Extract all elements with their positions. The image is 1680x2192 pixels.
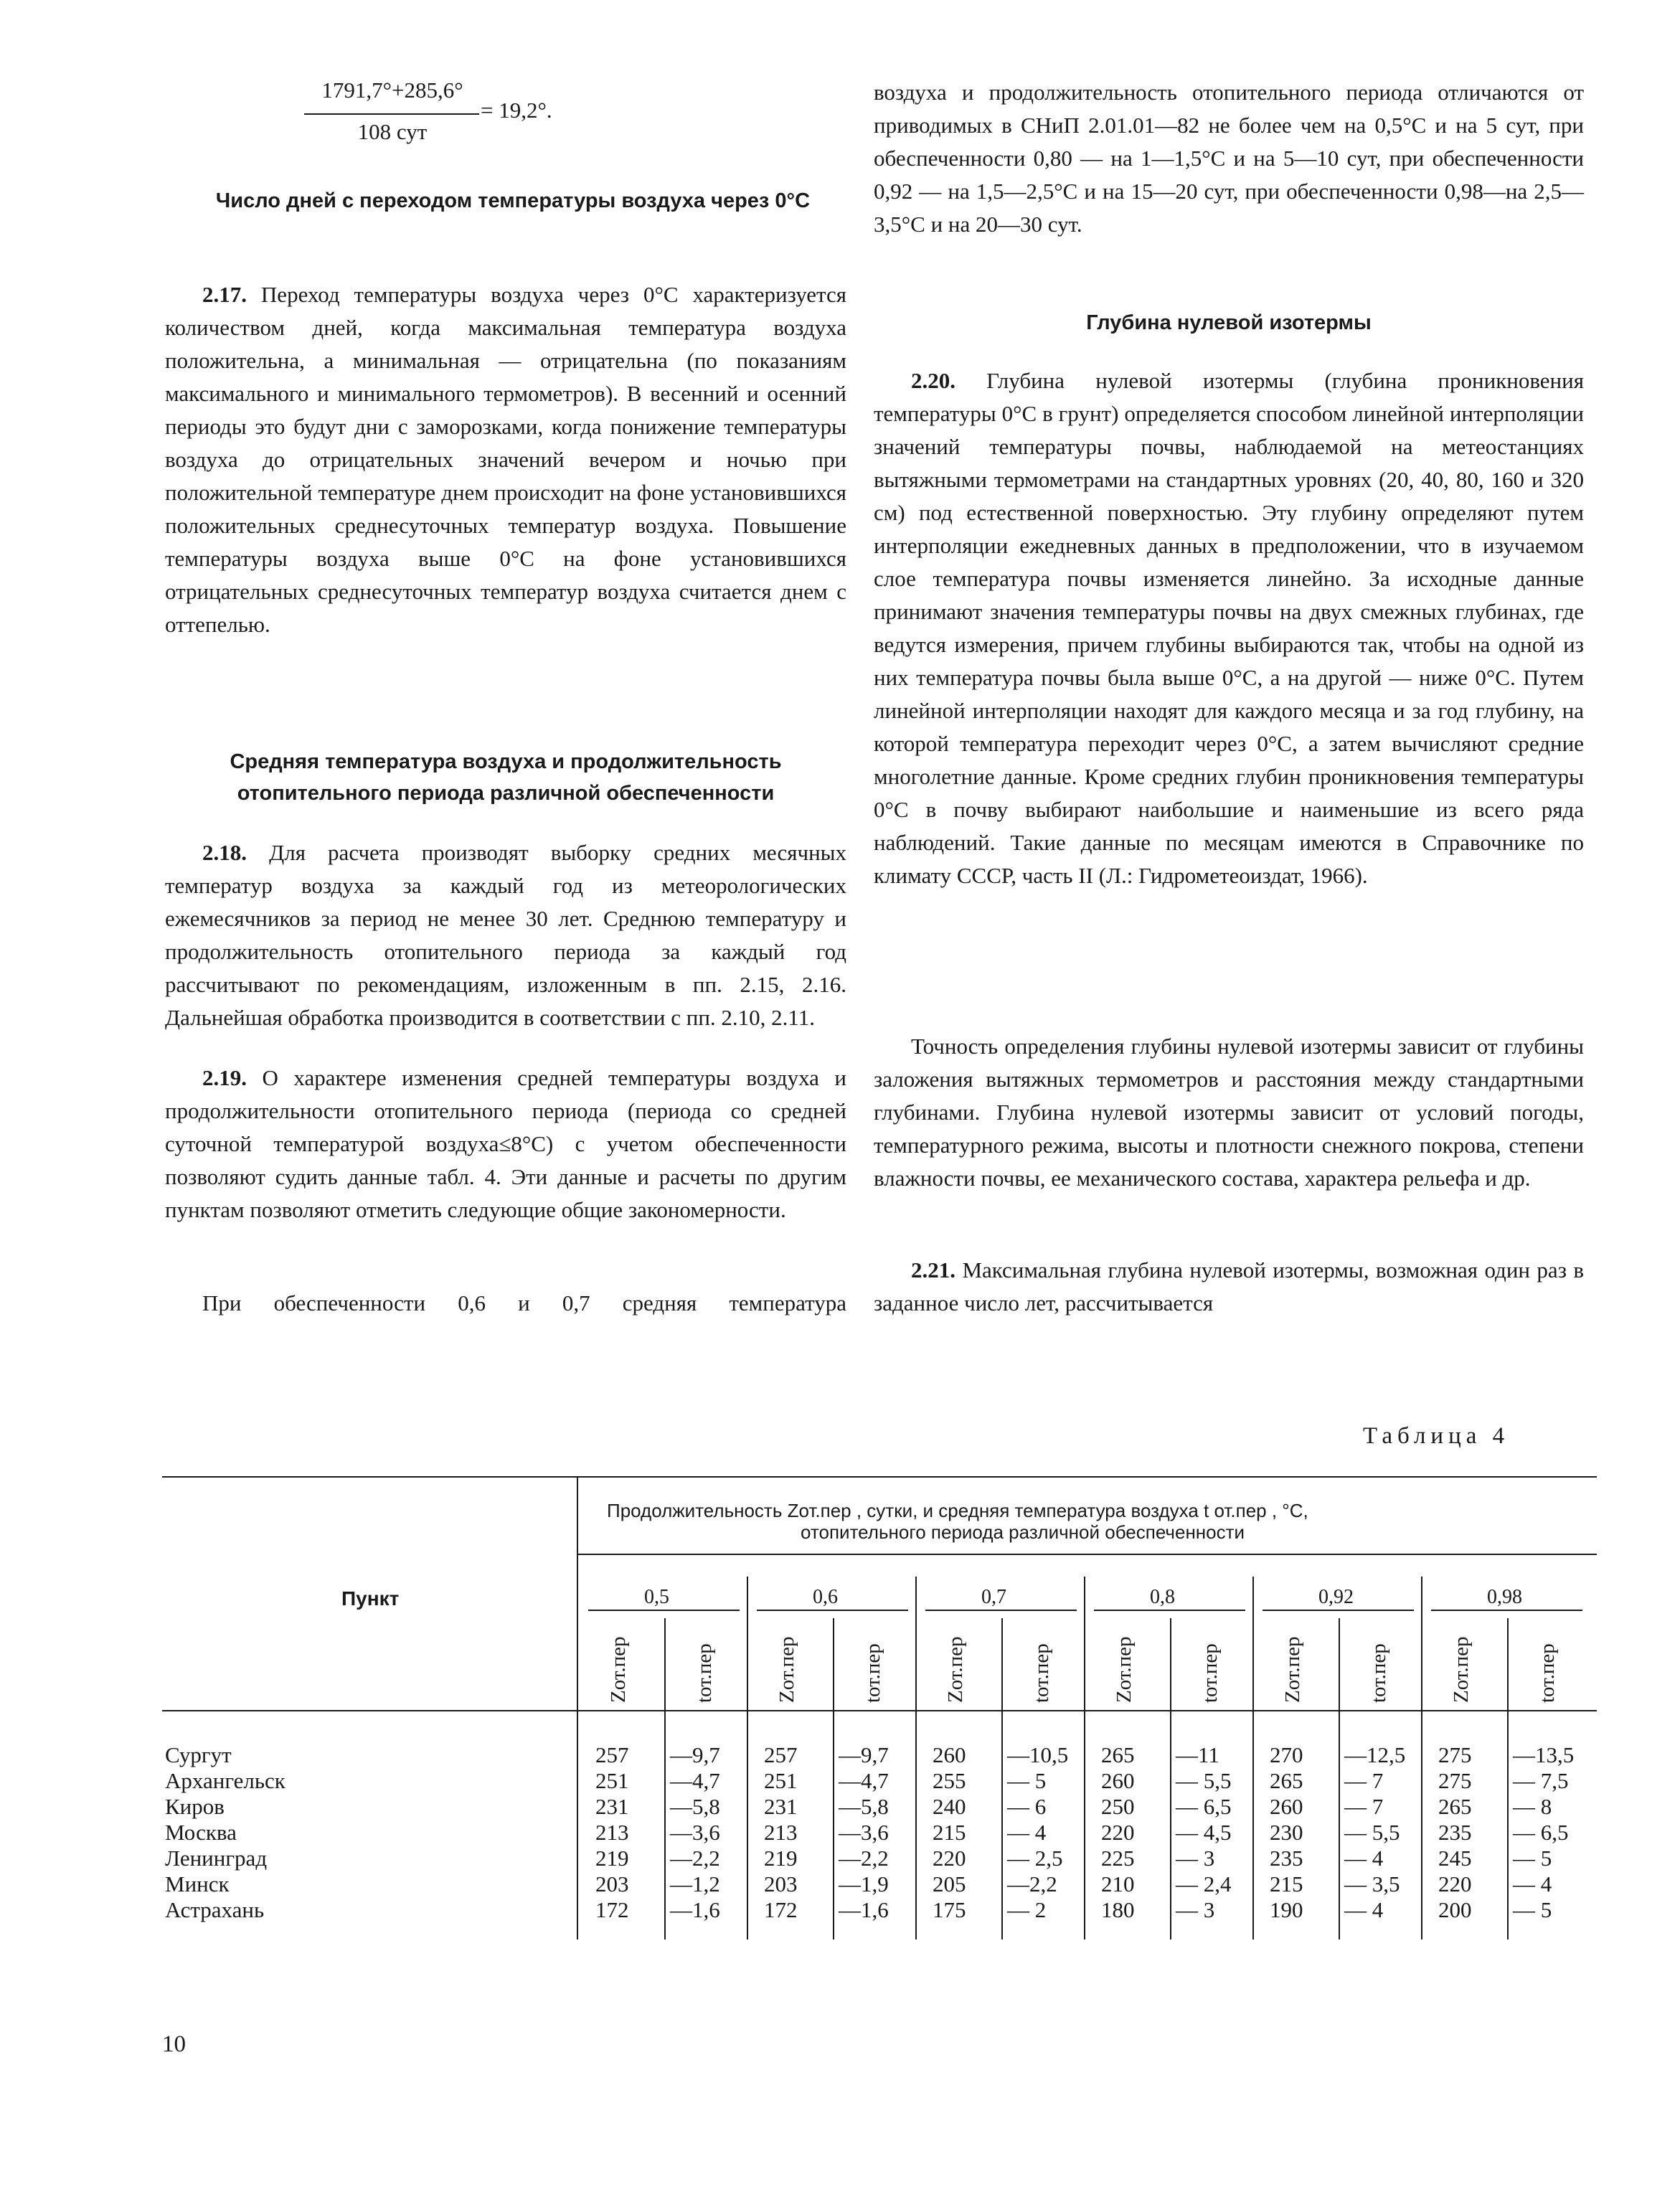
fraction-bar [304,113,479,115]
probability-header: 0,7 [981,1586,1006,1608]
table-cell: —1,6 [670,1897,720,1922]
table-cell: 172 [764,1897,798,1922]
table-caption: Таблица 4 [1363,1423,1510,1449]
table-cell: —2,2 [839,1846,889,1871]
subheader-duration: Zот.пер [1281,1636,1304,1703]
table-cell: —1,6 [839,1897,889,1922]
para-text: Для расчета производят выборку средних месячных температур воздуха за каждый год из метеорологических ежемесячников за период не менее 30 лет. Среднюю температуру и продолжительность отопительного периода за каждый год рассчитывают по рекомендациям, изложенным в пп. 2.15, 2.16. Дальнейшая обработка производится в соответствии с пп. 2.10, 2.11. [165,840,846,1030]
table-cell: 260 [1270,1794,1303,1819]
subheader-temperature: tот.пер [862,1643,884,1703]
group-divider [915,1577,917,1940]
subheader-temperature: tот.пер [1030,1643,1053,1703]
probability-underline [1094,1610,1245,1611]
table-cell: 251 [595,1768,629,1793]
table-cell: 235 [1270,1846,1303,1871]
para-text: Глубина нулевой изотермы (глубина проникновения температуры 0°С в грунт) определяется способом линейной интерполяции значений температуры почвы, наблюдаемой на метеостанциях вытяжными термометрами на стандартных уровнях (20, 40, 80, 160 и 320 см) под естественной поверхностью. Эту глубину определяют путем интерполяции ежедневных данных в предположении, что в изучаемом слое температура почвы изменяется линейно. За исходные данные принимают значения температуры почвы на двух смежных глубинах, где ведутся измерения, причем глубины выбираются так, чтобы на одной из них температура почвы была выше 0°С, а на другой — ниже 0°С. Путем линейной интерполяции находят для каждого месяца и за год глубину, на которой температура переходит через 0°С, а затем вычисляют средние многолетние данные. Кроме средних глубин проникновения температуры 0°С в почву выбирают наибольшие и наименьшие из всего ряда наблюдений. Такие данные по месяцам имеются в Справочнике по климату СССР, часть II (Л.: Гидрометеоиздат, 1966). [874,368,1584,888]
table-cell: 245 [1438,1846,1472,1871]
subheader-temperature: tот.пер [1536,1643,1559,1703]
paragraph-2-20 [874,364,1584,892]
heading-zero-isotherm: Глубина нулевой изотермы [1086,311,1372,334]
table-row-name: Минск [165,1871,230,1896]
group-divider [1252,1577,1254,1940]
table-header-line-1: Продолжительность Zот.пер , сутки, и средняя температура воздуха t от.пер , °С, [607,1500,1308,1521]
table-cell: — 3 [1176,1897,1215,1922]
table-group-rule [577,1554,1597,1555]
para-number: 2.18. [202,840,247,865]
table-cell: 220 [1101,1820,1135,1845]
para-number: 2.17. [202,282,247,307]
table-cell: — 4,5 [1176,1820,1232,1845]
table-cell: 260 [933,1742,966,1767]
formula-result: = 19,2°. [481,98,552,123]
subheader-duration: Zот.пер [607,1636,630,1703]
group-divider [1421,1577,1422,1940]
table-cell: 213 [764,1820,798,1845]
table-cell: —13,5 [1513,1742,1575,1767]
table-cell: —9,7 [670,1742,720,1767]
table-cell: — 6,5 [1176,1794,1232,1819]
table-cell: —12,5 [1344,1742,1406,1767]
formula-denominator: 108 сут [357,119,428,144]
table-cell: —2,2 [670,1846,720,1871]
table-cell: — 2,5 [1007,1846,1063,1871]
table-cell: — 6,5 [1513,1820,1569,1845]
table-row-name: Сургут [165,1742,232,1767]
table-cell: 255 [933,1768,966,1793]
paragraph-2-19-continued: При обеспеченности 0,6 и 0,7 средняя температура [202,1290,846,1315]
table-cell: 220 [933,1846,966,1871]
table-cell: 240 [933,1794,966,1819]
para-number: 2.21. [911,1257,955,1282]
table-cell: 257 [764,1742,798,1767]
table-cell: —1,2 [670,1871,720,1896]
subheader-temperature: tот.пер [1367,1643,1390,1703]
subheader-duration: Zот.пер [775,1636,798,1703]
subcolumn-divider [1170,1618,1171,1940]
table-cell: — 5 [1513,1897,1552,1922]
formula [152,77,669,156]
table-cell: 175 [933,1897,966,1922]
table-cell: — 4 [1344,1897,1384,1922]
probability-underline [757,1610,908,1611]
table-cell: —2,2 [1007,1871,1057,1896]
table-stub-divider [577,1476,578,1940]
paragraph-2-19 [165,1062,846,1227]
table-cell: — 3 [1176,1846,1215,1871]
subcolumn-divider [1339,1618,1340,1940]
paragraph-2-19-end: воздуха и продолжительность отопительного периода отличаются от приводимых в СНиП 2.01.01—82 не более чем на 0,5°С и на 5 сут, при обеспеченности 0,80 — на 1—1,5°С и на 5—10 сут, при обеспеченности 0,92 — на 1,5—2,5°С и на 15—20 сут, при обеспеченности 0,98—на 2,5—3,5°С и на 20—30 сут. [874,80,1584,237]
table-cell: 200 [1438,1897,1472,1922]
para-text: Максимальная глубина нулевой изотермы, возможная один раз в заданное число лет, рассчитывается [874,1257,1584,1315]
table-cell: — 7,5 [1513,1768,1569,1793]
table-cell: — 4 [1007,1820,1047,1845]
page-number: 10 [162,2031,186,2057]
table-header-rule [162,1710,1597,1711]
table-cell: 215 [1270,1871,1303,1896]
table-cell: — 5 [1513,1846,1552,1871]
heading-heating-period: Средняя температура воздуха и продолжительность отопительного периода различной обеспеченности [230,750,782,805]
table-cell: 220 [1438,1871,1472,1896]
table-cell: 231 [595,1794,629,1819]
subcolumn-divider [664,1618,666,1940]
para-text: О характере изменения средней температуры воздуха и продолжительности отопительного периода (периода со средней суточной температурой воздуха≤8°С) с учетом обеспеченности позволяют судить данные табл. 4. Эти данные и расчеты по другим пунктам позволяют отметить следующие общие закономерности. [165,1065,846,1222]
table-cell: 172 [595,1897,629,1922]
subheader-duration: Zот.пер [1450,1636,1473,1703]
table-cell: 275 [1438,1768,1472,1793]
probability-header: 0,6 [813,1586,838,1608]
subheader-temperature: tот.пер [693,1643,716,1703]
table-cell: 265 [1270,1768,1303,1793]
table-cell: — 2,4 [1176,1871,1232,1896]
table-row-name: Ленинград [165,1846,268,1871]
table-cell: 265 [1438,1794,1472,1819]
para-text: Переход температуры воздуха через 0°С характеризуется количеством дней, когда максимальная температура воздуха положительна, а минимальная — отрицательна (по показаниям максимального и минимального термометров). В весенний и осенний периоды это будут дни с заморозками, когда понижение температуры воздуха до отрицательных значений вечером и ночью при положительной температуре днем происходит на фоне установившихся положительных среднесуточных температур воздуха. Повышение температуры воздуха выше 0°С на фоне установившихся отрицательных среднесуточных температур воздуха считается днем с оттепелью. [165,282,846,637]
table-cell: 231 [764,1794,798,1819]
paragraph-2-20-accuracy: Точность определения глубины нулевой изотермы зависит от глубины заложения вытяжных термометров и расстояния между стандартными глубинами. Глубина нулевой изотермы зависит от условий погоды, температурного режима, высоты и плотности снежного покрова, степени влажности почвы, ее механического состава, характера рельефа и др. [874,1034,1584,1191]
table-cell: —1,9 [839,1871,889,1896]
table-cell: 190 [1270,1897,1303,1922]
table-cell: 210 [1101,1871,1135,1896]
table-cell: 270 [1270,1742,1303,1767]
table-cell: —11 [1176,1742,1219,1767]
table-cell: 213 [595,1820,629,1845]
probability-header: 0,98 [1487,1586,1522,1608]
table-cell: — 7 [1344,1768,1384,1793]
table-cell: —9,7 [839,1742,889,1767]
table-cell: — 7 [1344,1794,1384,1819]
table-cell: 225 [1101,1846,1135,1871]
table-cell: 230 [1270,1820,1303,1845]
table-cell: —3,6 [839,1820,889,1845]
para-number: 2.19. [202,1065,247,1090]
table-cell: —4,7 [839,1768,889,1793]
subcolumn-divider [1001,1618,1003,1940]
table-row-name: Астрахань [165,1897,265,1922]
table-header-line-2: отопительного периода различной обеспеченности [801,1521,1245,1543]
table-cell: — 3,5 [1344,1871,1400,1896]
para-number: 2.20. [911,368,955,393]
table-cell: 203 [595,1871,629,1896]
probability-header: 0,5 [644,1586,669,1608]
table-row-name: Киров [165,1794,225,1819]
table-cell: —4,7 [670,1768,720,1793]
subheader-duration: Zот.пер [1113,1636,1136,1703]
formula-numerator: 1791,7°+285,6° [321,77,463,103]
table-cell: — 5,5 [1344,1820,1400,1845]
table-cell: 275 [1438,1742,1472,1767]
probability-header: 0,8 [1150,1586,1175,1608]
paragraph-2-17 [165,278,846,641]
table-cell: 257 [595,1742,629,1767]
probability-underline [925,1610,1077,1611]
table-row-name: Москва [165,1820,237,1845]
table-cell: —5,8 [839,1794,889,1819]
table-row-name: Архангельск [165,1768,285,1793]
heading-zero-crossing: Число дней с переходом температуры воздуха через 0°С [215,189,811,212]
table-cell: 265 [1101,1742,1135,1767]
table-cell: 203 [764,1871,798,1896]
probability-underline [1431,1610,1582,1611]
table-cell: — 5 [1007,1768,1047,1793]
group-divider [747,1577,748,1940]
table-cell: 219 [595,1846,629,1871]
table-cell: — 4 [1513,1871,1552,1896]
table-top-rule [162,1476,1597,1478]
table-cell: 260 [1101,1768,1135,1793]
table-cell: — 4 [1344,1846,1384,1871]
subheader-temperature: tот.пер [1199,1643,1222,1703]
probability-underline [1263,1610,1414,1611]
table-cell: —5,8 [670,1794,720,1819]
table-cell: 251 [764,1768,798,1793]
probability-header: 0,92 [1318,1586,1354,1608]
table-cell: 219 [764,1846,798,1871]
table-cell: — 8 [1513,1794,1552,1819]
table-cell: 205 [933,1871,966,1896]
table-cell: 250 [1101,1794,1135,1819]
table-cell: — 6 [1007,1794,1047,1819]
subcolumn-divider [1507,1618,1509,1940]
group-divider [1084,1577,1085,1940]
subheader-duration: Zот.пер [944,1636,967,1703]
table-cell: 180 [1101,1897,1135,1922]
paragraph-2-21 [874,1254,1584,1320]
table-cell: — 2 [1007,1897,1047,1922]
table-cell: —3,6 [670,1820,720,1845]
probability-underline [588,1610,740,1611]
table-4 [162,1476,1597,1957]
subcolumn-divider [833,1618,834,1940]
table-cell: 215 [933,1820,966,1845]
table-cell: 235 [1438,1820,1472,1845]
column-header-punkt: Пункт [341,1587,400,1610]
table-cell: — 5,5 [1176,1768,1232,1793]
table-cell: —10,5 [1007,1742,1069,1767]
paragraph-2-18 [165,836,846,1034]
